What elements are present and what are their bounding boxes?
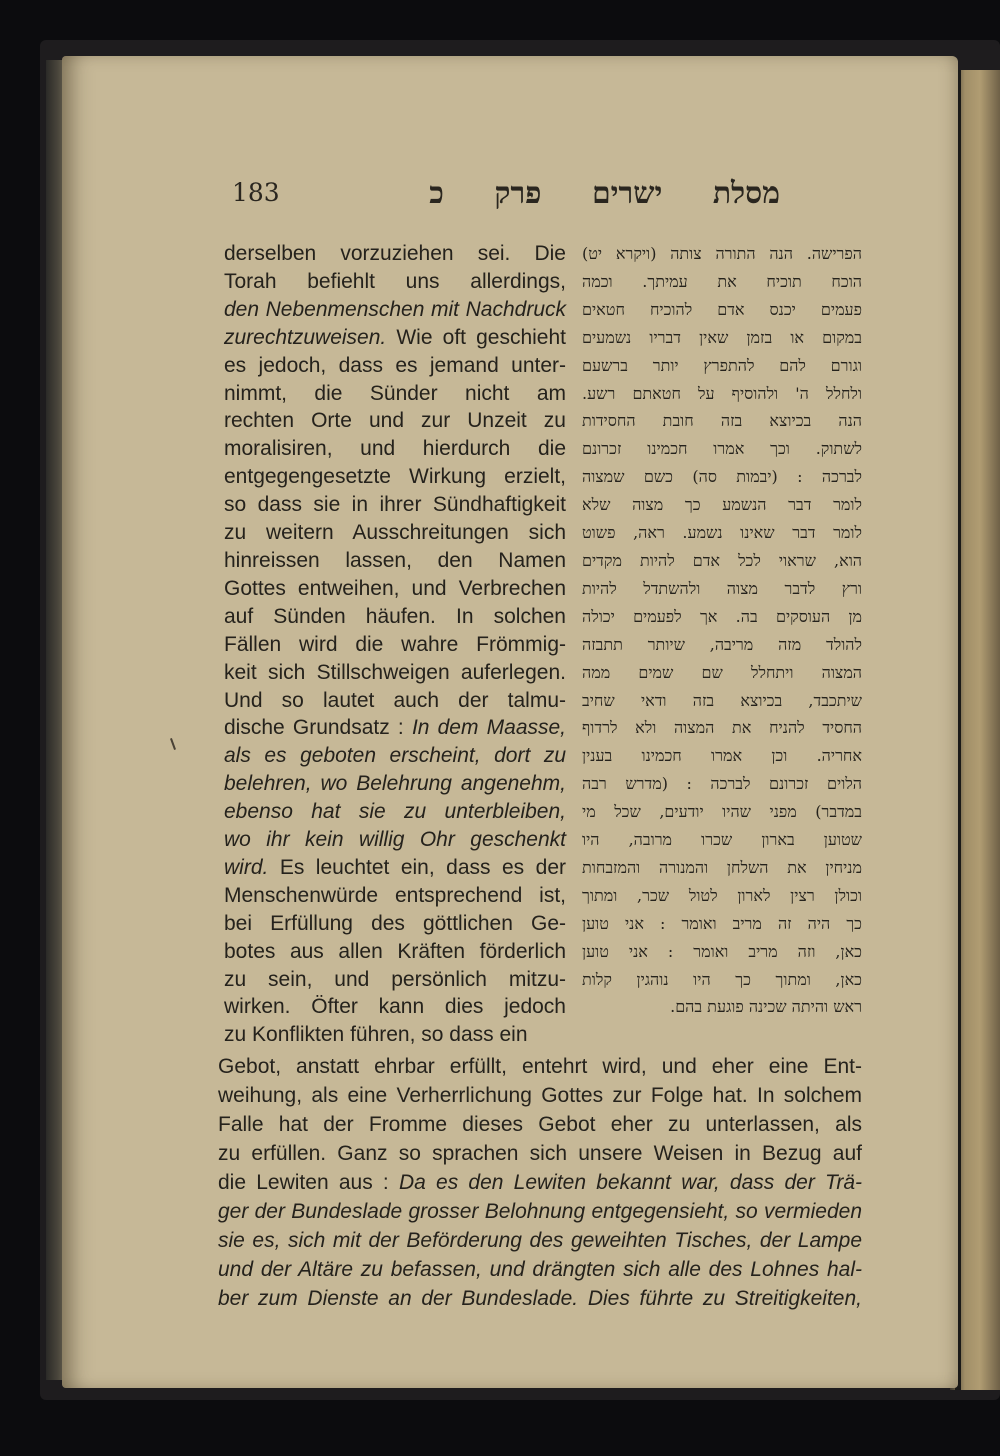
hebrew-line: הוכח תוכיח את עמיתך. וכמה bbox=[582, 271, 862, 291]
german-left-text-run: bei Erfüllung des göttlichen Ge- bbox=[224, 911, 566, 935]
german-full-line bbox=[218, 1168, 862, 1197]
german-full-text-run: Da es den Lewiten bekannt war, dass der Trä- bbox=[398, 1171, 862, 1194]
german-left-text-run: wird. bbox=[224, 855, 269, 879]
hebrew-line: כאן, וזה מריב ואומר : אני טוען bbox=[582, 941, 862, 961]
hebrew-line: הנה בכיוצא בזה חובת החסידות bbox=[582, 411, 862, 431]
german-left-line bbox=[224, 742, 566, 770]
german-full-line bbox=[218, 1284, 862, 1313]
german-fullwidth-text bbox=[218, 1052, 862, 1313]
german-left-line bbox=[224, 993, 566, 1021]
hebrew-line: הפרישה. הנה התורה צותה (ויקרא יט) bbox=[582, 244, 862, 263]
german-left-text-run: Und so lautet auch der talmu- bbox=[224, 688, 566, 712]
hebrew-line: שטוען בארון שכרו מרובה, היו bbox=[582, 830, 862, 850]
hebrew-line: מניחין את השלחן והמנורה והמזבחות bbox=[582, 857, 862, 877]
german-left-line bbox=[224, 491, 566, 519]
german-column bbox=[224, 240, 566, 1049]
german-left-text-run: Gottes entweihen, und Verbrechen bbox=[224, 576, 566, 600]
german-left-line bbox=[224, 268, 566, 296]
german-left-line bbox=[224, 296, 566, 324]
hebrew-line: כאן, ומתוך כך היו נוהגין קלות bbox=[582, 969, 862, 989]
german-left-text-run: zu Konflikten führen, so dass ein bbox=[224, 1023, 528, 1047]
german-left-text-run: Es leuchtet ein, dass es der bbox=[268, 855, 566, 879]
german-left-text-run: derselben vorzuziehen sei. Die bbox=[224, 242, 566, 265]
german-left-line bbox=[224, 938, 566, 966]
german-left-line bbox=[224, 659, 566, 687]
hebrew-line: מן העוסקים בה. אך לפעמים יכולה bbox=[582, 606, 862, 626]
hebrew-line: לומר דבר הנשמע כך מצוה שלא bbox=[582, 495, 862, 515]
german-left-text-run: moralisiren, und hierdurch die bbox=[224, 437, 566, 461]
german-full-text-run: zu erfüllen. Ganz so sprachen sich unsere Weisen in Bezug auf bbox=[218, 1142, 862, 1165]
german-full-line bbox=[218, 1255, 862, 1284]
german-left-line bbox=[224, 407, 566, 435]
german-left-line bbox=[224, 798, 566, 826]
german-left-line bbox=[224, 547, 566, 575]
german-left-text-run: zu sein, und persönlich mitzu- bbox=[224, 967, 566, 991]
german-left-line bbox=[224, 1021, 566, 1049]
german-left-line bbox=[224, 770, 566, 798]
german-left-text-run: hinreissen lassen, den Namen bbox=[224, 548, 566, 572]
german-left-text-run: zurechtzuweisen. bbox=[224, 325, 387, 349]
german-left-line bbox=[224, 519, 566, 547]
hebrew-line: ורץ לדבר מצוה ולהשתדל להיות bbox=[582, 578, 862, 598]
german-left-line bbox=[224, 380, 566, 408]
hebrew-line: שיתכבד, בכיוצא בזה ודאי שחיב bbox=[582, 690, 862, 710]
german-left-line bbox=[224, 910, 566, 938]
german-full-text-run: ger der Bundeslade grosser Belohnung entgegensieht, so vermieden bbox=[218, 1200, 862, 1223]
german-left-text-run: botes aus allen Kräften förderlich bbox=[224, 939, 566, 963]
german-left-line bbox=[224, 240, 566, 268]
german-full-text-run: Falle hat der Fromme dieses Gebot eher zu unterlassen, als bbox=[218, 1113, 862, 1136]
hebrew-line: אחריה. וכן אמרו חכמינו בענין bbox=[582, 746, 862, 766]
german-full-line bbox=[218, 1052, 862, 1081]
german-left-line bbox=[224, 882, 566, 910]
hebrew-line: להולד מזה מריבה, שיותר תתבזה bbox=[582, 634, 862, 654]
german-left-line bbox=[224, 854, 566, 882]
german-left-text-run: Menschenwürde entsprechend ist, bbox=[224, 883, 566, 907]
german-left-text-run: entgegengesetzte Wirkung erzielt, bbox=[224, 465, 566, 489]
hebrew-line: וכולן רצין לארון לטול שכר, ומתוך bbox=[582, 885, 862, 905]
german-left-line bbox=[224, 687, 566, 715]
hebrew-line: במדבר) מפני שהיו יודעים, שכל מי bbox=[582, 802, 862, 822]
german-left-line bbox=[224, 631, 566, 659]
german-left-text-run: Torah befiehlt uns allerdings, bbox=[224, 269, 566, 293]
hebrew-line: ולחלל ה' ולהוסיף על חטאתם רשע. bbox=[582, 383, 862, 403]
hebrew-line: ראש והיתה שכינה פוגעת בהם. bbox=[670, 997, 862, 1017]
hebrew-line: הוא, שראוי לכל אדם להיות מקדים bbox=[582, 550, 862, 570]
hebrew-column bbox=[582, 240, 862, 1021]
hebrew-line: הלוים זכרונם לברכה : (מדרש רבה bbox=[582, 774, 862, 794]
german-full-line bbox=[218, 1139, 862, 1168]
german-left-text-run: nimmt, die Sünder nicht am bbox=[224, 381, 566, 405]
german-left-line bbox=[224, 575, 566, 603]
german-left-line bbox=[224, 352, 566, 380]
hebrew-line: לומר דבר שאינו נשמע. ראה, פשוט bbox=[582, 523, 862, 543]
german-left-line bbox=[224, 463, 566, 491]
hebrew-line: כך היה זה מריב ואומר : אני טוען bbox=[582, 913, 862, 933]
german-full-line bbox=[218, 1197, 862, 1226]
german-full-text-run: die Lewiten aus : bbox=[218, 1171, 399, 1194]
german-left-text-run: ebenso hat sie zu unterbleiben, bbox=[224, 800, 566, 824]
german-left-text-run: es jedoch, dass es jemand unter- bbox=[224, 353, 566, 377]
german-full-text-run: und der Altäre zu befassen, und drängten sich alle des Lohnes hal- bbox=[218, 1258, 862, 1281]
german-full-line bbox=[218, 1226, 862, 1255]
german-left-text-run: keit sich Stillschweigen auferlegen. bbox=[224, 660, 566, 684]
hebrew-line: וגורם להם להתפרץ יותר ברשעם bbox=[582, 355, 862, 375]
german-left-text-run: wirken. Öfter kann dies jedoch bbox=[224, 995, 566, 1019]
german-left-line bbox=[224, 826, 566, 854]
hebrew-line: המצוה ויתחלל שם שמים ממה bbox=[582, 662, 862, 682]
german-left-text-run: wo ihr kein willig Ohr geschenkt bbox=[224, 828, 566, 852]
german-full-text-run: ber zum Dienste an der Bundeslade. Dies führte zu Streitigkeiten, bbox=[218, 1287, 862, 1310]
hebrew-line: לברכה : (יבמות סה) כשם שמצוה bbox=[582, 467, 862, 487]
german-left-text-run: dische Grundsatz : bbox=[224, 716, 412, 740]
german-left-text-run: rechten Orte und zur Unzeit zu bbox=[224, 409, 566, 433]
german-left-line bbox=[224, 435, 566, 463]
german-left-line bbox=[224, 324, 566, 352]
german-left-text-run: Fällen wird die wahre Frömmig- bbox=[224, 632, 566, 656]
hebrew-line: לשתוק. וכך אמרו חכמינו זכרונם bbox=[582, 439, 862, 459]
page-number: 183 bbox=[232, 178, 280, 207]
german-left-text-run: Wie oft geschieht bbox=[386, 325, 566, 349]
german-left-line bbox=[224, 603, 566, 631]
german-left-line bbox=[224, 966, 566, 994]
german-full-line bbox=[218, 1110, 862, 1139]
german-full-text-run: sie es, sich mit der Beförderung des geweihten Tisches, der Lampe bbox=[218, 1229, 862, 1252]
german-full-text-run: Gebot, anstatt ehrbar erfüllt, entehrt wird, und eher eine Ent- bbox=[218, 1055, 862, 1078]
german-left-text-run: In dem Maasse, bbox=[411, 716, 567, 740]
german-left-text-run: auf Sünden häufen. In solchen bbox=[224, 604, 566, 628]
german-left-line bbox=[224, 714, 566, 742]
hebrew-line: פעמים יכנס אדם להוכיח חטאים bbox=[582, 299, 862, 319]
hebrew-line: החסיד להניח את המצוה ולא לרדוף bbox=[582, 718, 862, 738]
running-head: מסלת ישרים פרק כ bbox=[429, 176, 780, 211]
german-left-text-run: so dass sie in ihrer Sündhaftigkeit bbox=[224, 493, 566, 517]
german-left-text-run: den Nebenmenschen mit Nachdruck bbox=[224, 297, 566, 321]
german-full-text-run: weihung, als eine Verherrlichung Gottes zur Folge hat. In solchem bbox=[218, 1084, 862, 1107]
german-full-line bbox=[218, 1081, 862, 1110]
german-left-text-run: zu weitern Ausschreitungen sich bbox=[224, 521, 566, 545]
german-left-text-run: belehren, wo Belehrung angenehm, bbox=[224, 772, 566, 796]
german-left-text-run: als es geboten erscheint, dort zu bbox=[224, 744, 566, 768]
hebrew-line: במקום או בזמן שאין דבריו נשמעים bbox=[582, 327, 862, 347]
